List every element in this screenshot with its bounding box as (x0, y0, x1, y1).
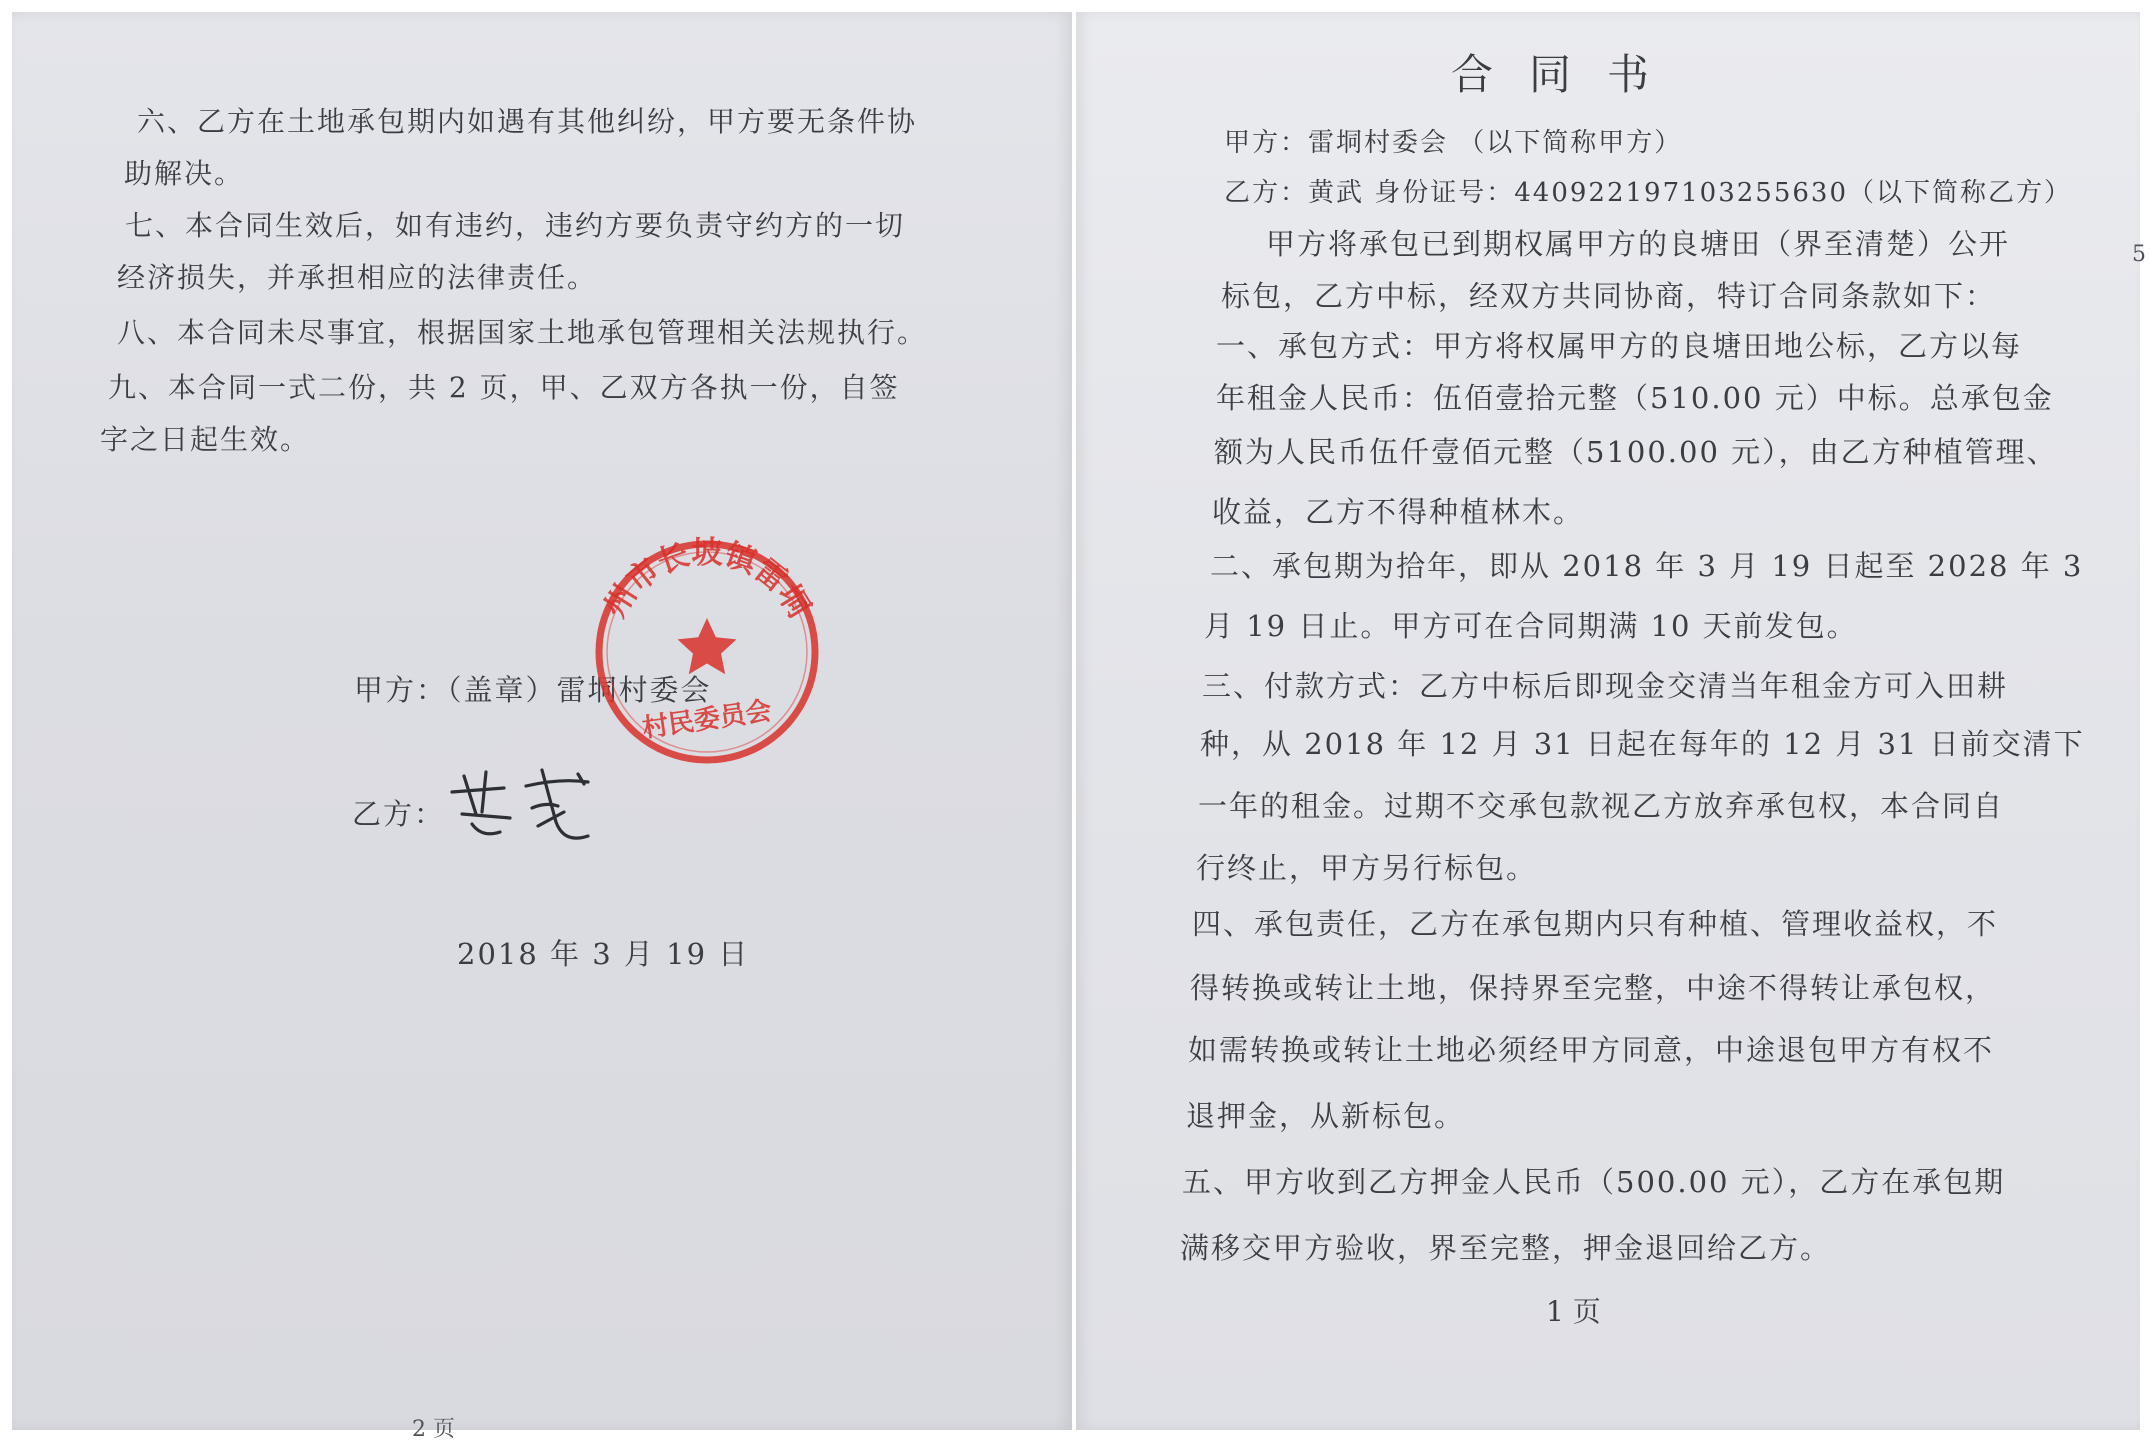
handwritten-signature (442, 752, 602, 852)
contract-title: 合同书 (1451, 50, 1686, 99)
clause-nine-line-1: 九、本合同一式二份，共 2 页，甲、乙双方各执一份，自签 (108, 371, 900, 404)
clause-one-line-3: 额为人民币伍仟壹佰元整（5100.00 元），由乙方种植管理、 (1214, 435, 2058, 469)
clause-six-line-2: 助解决。 (124, 157, 245, 190)
party-b-line: 乙方：黄武 身份证号：440922197103255630（以下简称乙方） (1224, 178, 2073, 208)
clause-five-line-2: 满移交甲方验收，界至完整，押金退回给乙方。 (1180, 1231, 1832, 1265)
intro-line-1: 甲方将承包已到期权属甲方的良塘田（界至清楚）公开 (1266, 227, 2011, 261)
svg-text:州市长坡镇雷垌 (597, 535, 817, 624)
clause-seven-line-1: 七、本合同生效后，如有违约，违约方要负责守约方的一切 (125, 209, 906, 242)
page-number: 1 页 (1546, 1295, 1601, 1328)
intro-line-2: 标包，乙方中标，经双方共同协商，特订合同条款如下： (1221, 279, 1997, 313)
clause-three-line-4: 行终止，甲方另行标包。 (1196, 851, 1538, 885)
clause-four-line-1: 四、承包责任，乙方在承包期内只有种植、管理收益权，不 (1192, 907, 1999, 941)
contract-page-1 (1076, 12, 2146, 1430)
party-a-line: 甲方：雷垌村委会 （以下简称甲方） (1224, 128, 1683, 158)
edge-fragment: 5 (2132, 242, 2146, 267)
clause-four-line-4: 退押金，从新标包。 (1186, 1099, 1466, 1133)
party-b-signature-label: 乙方： (352, 797, 446, 831)
clause-three-line-1: 三、付款方式：乙方中标后即现金交清当年租金方可入田耕 (1202, 669, 2009, 703)
contract-page-2 (12, 12, 1072, 1442)
seal-inner-text: 村民委员会 (640, 696, 774, 744)
clause-nine-line-2: 字之日起生效。 (100, 423, 311, 456)
clause-six-line-1: 六、乙方在土地承包期内如遇有其他纠纷，甲方要无条件协 (137, 105, 918, 138)
clause-one-line-2: 年租金人民币：伍佰壹拾元整（510.00 元）中标。总承包金 (1216, 381, 2054, 415)
signing-date: 2018 年 3 月 19 日 (457, 937, 750, 971)
clause-eight: 八、本合同未尽事宜，根据国家土地承包管理相关法规执行。 (117, 316, 928, 349)
clause-two-line-2: 月 19 日止。甲方可在合同期满 10 天前发包。 (1204, 609, 1858, 643)
clause-one-line-1: 一、承包方式：甲方将权属甲方的良塘田地公标，乙方以每 (1216, 329, 2023, 363)
official-seal-stamp (587, 532, 827, 772)
page-number-cut-off: 2 页 (412, 1417, 455, 1442)
party-a-signature-line: 甲方：（盖章）雷垌村委会 (354, 673, 712, 707)
clause-seven-line-2: 经济损失，并承担相应的法律责任。 (117, 261, 598, 294)
clause-three-line-3: 一年的租金。过期不交承包款视乙方放弃承包权，本合同自 (1198, 789, 2005, 823)
clause-four-line-3: 如需转换或转让土地必须经甲方同意，中途退包甲方有权不 (1188, 1033, 1995, 1067)
clause-one-line-4: 收益，乙方不得种植林木。 (1212, 495, 1585, 529)
clause-three-line-2: 种，从 2018 年 12 月 31 日起在每年的 12 月 31 日前交清下 (1200, 727, 2085, 761)
clause-two-line-1: 二、承包期为拾年，即从 2018 年 3 月 19 日起至 2028 年 3 (1210, 549, 2084, 583)
clause-five-line-1: 五、甲方收到乙方押金人民币（500.00 元），乙方在承包期 (1182, 1165, 2006, 1199)
seal-outer-text: 州市长坡镇雷垌 (597, 535, 817, 624)
seal-star-icon (678, 618, 737, 674)
clause-four-line-2: 得转换或转让土地，保持界至完整，中途不得转让承包权， (1190, 971, 1997, 1005)
